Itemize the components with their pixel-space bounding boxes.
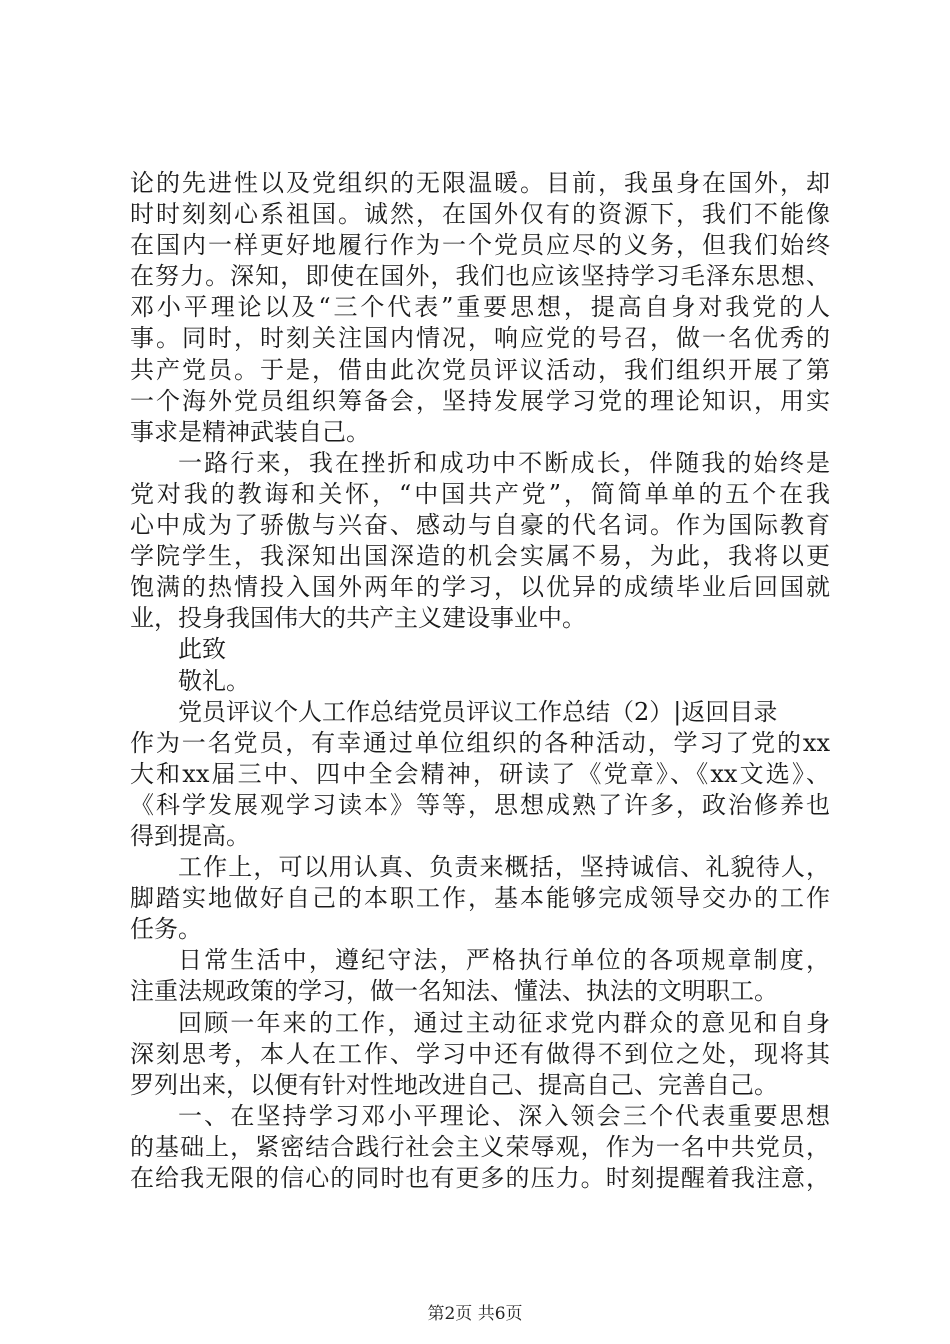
text-line: 任务。	[130, 915, 202, 944]
text-line: 回顾一年来的工作，通过主动征求党内群众的意见和自身	[178, 1008, 830, 1037]
text-line: 一、在坚持学习邓小平理论、深入领会三个代表重要思想	[178, 1101, 830, 1130]
closing-salutation: 此致	[178, 635, 226, 664]
text-line: 论的先进性以及党组织的无限温暖。目前，我虽身在国外，却	[130, 169, 830, 197]
text-line: 脚踏实地做好自己的本职工作，基本能够完成领导交办的工作	[130, 884, 830, 913]
text-line: 事求是精神武装自己。	[130, 417, 370, 446]
text-line: 注重法规政策的学习，做一名知法、懂法、执法的文明职工。	[130, 977, 778, 1006]
text-line: 在努力。深知，即使在国外，我们也应该坚持学习毛泽东思想、	[130, 262, 830, 291]
page-number-footer: 第2页 共6页	[427, 1304, 523, 1324]
text-line: 学院学生，我深知出国深造的机会实属不易，为此，我将以更	[130, 542, 830, 571]
text-line: 罗列出来，以便有针对性地改进自己、提高自己、完善自己。	[130, 1070, 778, 1099]
text-line: 日常生活中，遵纪守法，严格执行单位的各项规章制度，	[178, 946, 830, 975]
text-line: 业，投身我国伟大的共产主义建设事业中。	[130, 604, 586, 633]
text-line: 一路行来，我在挫折和成功中不断成长，伴随我的始终是	[178, 448, 830, 477]
text-line: 的基础上，紧密结合践行社会主义荣辱观，作为一名中共党员，	[130, 1132, 830, 1161]
text-line: 深刻思考，本人在工作、学习中还有做得不到位之处，现将其	[130, 1039, 830, 1068]
text-line: 在国内一样更好地履行作为一个党员应尽的义务，但我们始终	[130, 231, 830, 260]
text-line: 共产党员。于是，借由此次党员评议活动，我们组织开展了第	[130, 355, 830, 384]
text-line: 《科学发展观学习读本》等等，思想成熟了许多，政治修养也	[130, 790, 830, 819]
text-line: 一个海外党员组织筹备会，坚持发展学习党的理论知识，用实	[130, 386, 830, 415]
text-line: 作为一名党员，有幸通过单位组织的各种活动，学习了党的xx	[130, 728, 830, 757]
text-line: 得到提高。	[130, 821, 250, 850]
text-line: 邓小平理论以及“三个代表”重要思想，提高自身对我党的人	[130, 293, 830, 322]
text-line: 党对我的教诲和关怀，“中国共产党”，简简单单的五个在我	[130, 479, 830, 508]
text-line: 心中成为了骄傲与兴奋、感动与自豪的代名词。作为国际教育	[130, 511, 830, 540]
text-line: 事。同时，时刻关注国内情况，响应党的号召，做一名优秀的	[130, 324, 830, 353]
text-line: 时时刻刻心系祖国。诚然，在国外仅有的资源下，我们不能像	[130, 200, 830, 229]
closing-regards: 敬礼。	[178, 666, 250, 695]
text-line: 饱满的热情投入国外两年的学习，以优异的成绩毕业后回国就	[130, 573, 830, 602]
document-body	[130, 168, 830, 1194]
text-line: 在给我无限的信心的同时也有更多的压力。时刻提醒着我注意，	[130, 1164, 830, 1192]
text-line: 大和xx届三中、四中全会精神，研读了《党章》、《xx文选》、	[130, 759, 830, 788]
text-line: 工作上，可以用认真、负责来概括，坚持诚信、礼貌待人，	[178, 853, 830, 882]
section-heading: 党员评议个人工作总结党员评议工作总结（2）|返回目录	[178, 697, 778, 726]
